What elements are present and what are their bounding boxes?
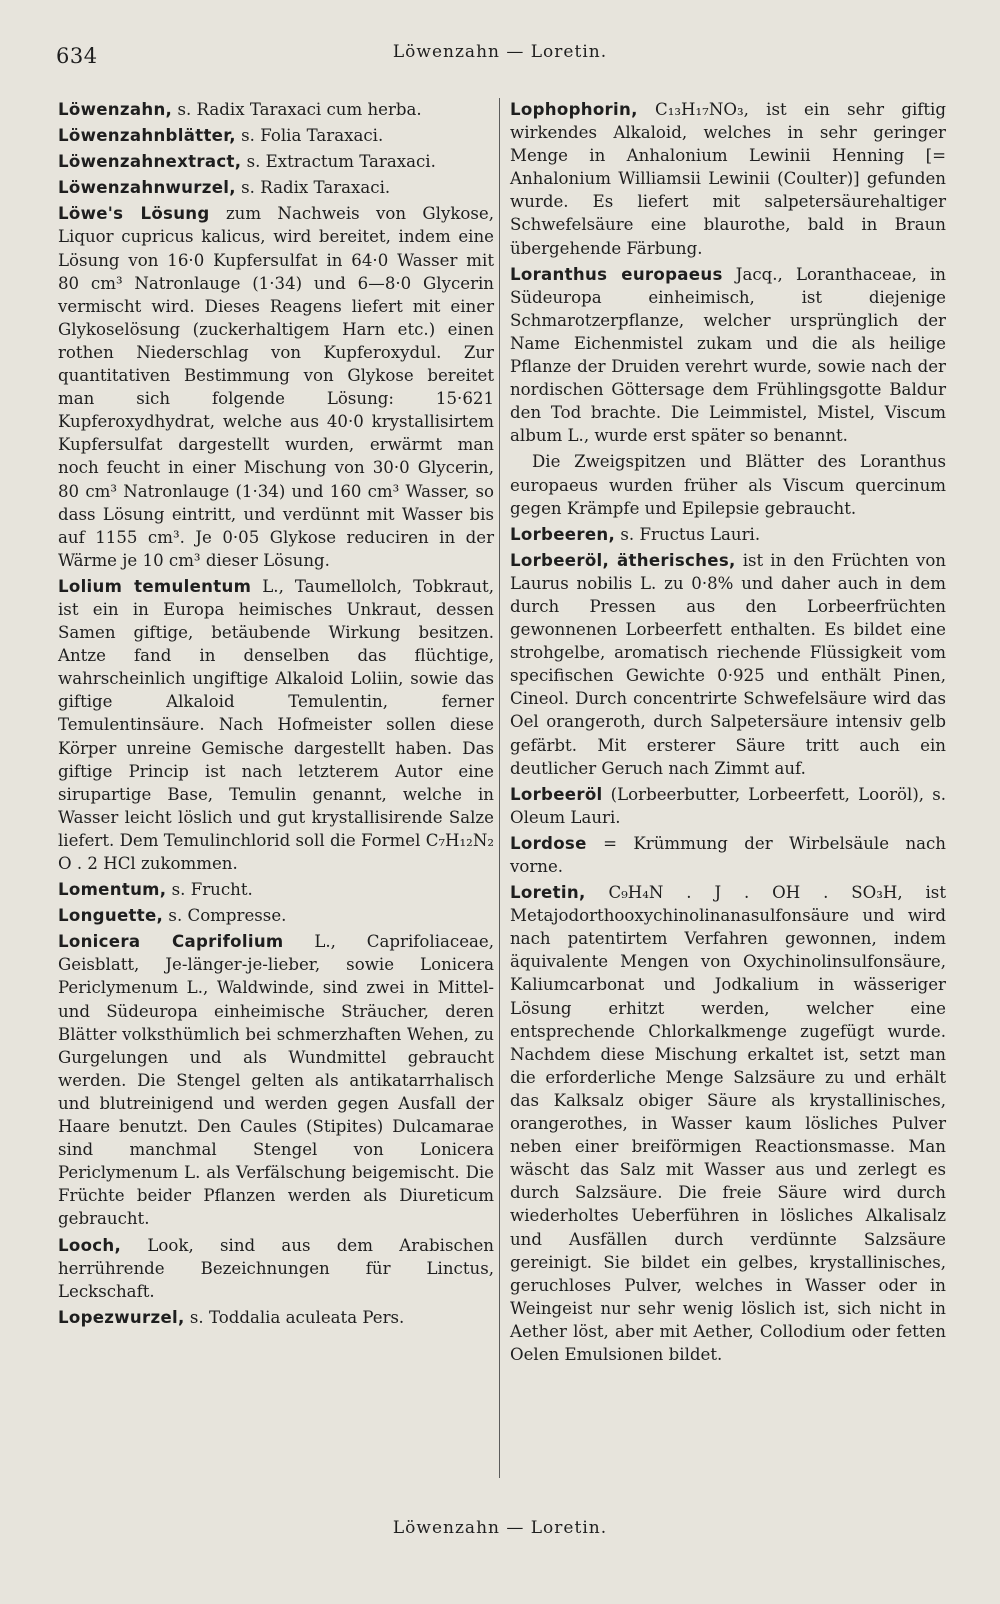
entry-text: (Lorbeerbutter, Lorbeerfett, Looröl), s. Oleum Lauri. — [510, 784, 946, 827]
entry-text: C₁₃H₁₇NO₃, ist ein sehr giftig wirkendes Alkaloid, welches in sehr geringer Menge in Anhalonium Lewinii Henning [= Anhalonium Williamsii Lewinii (Coulter)] gefunden wurde. Es liefert mit salpetersäurehaltiger Schwefelsäure eine blaurothe, bald in Braun übergehende Färbung. — [510, 100, 946, 258]
entry-headword: Lomentum, — [58, 880, 167, 900]
entry-text: s. Radix Taraxaci cum herba. — [172, 100, 422, 119]
right-column — [510, 98, 946, 1369]
dictionary-entry — [510, 881, 946, 1366]
running-head: Löwenzahn — Loretin. — [392, 42, 608, 62]
dictionary-entry — [510, 450, 946, 519]
entry-text: s. Folia Taraxaci. — [235, 126, 384, 146]
entry-headword: Lopezwurzel, — [58, 1307, 185, 1327]
dictionary-entry — [510, 98, 946, 260]
left-column — [58, 98, 494, 1332]
entry-headword: Lorbeeröl — [510, 784, 603, 804]
dictionary-entry — [510, 549, 946, 780]
entry-headword: Lonicera Caprifolium — [58, 932, 284, 952]
running-foot: Löwenzahn — Loretin. — [392, 1518, 608, 1538]
entry-headword: Löwe's Lösung — [58, 204, 210, 224]
dictionary-entry — [58, 575, 494, 875]
entry-text: L., Taumellolch, Tobkraut, ist ein in Europa heimisches Unkraut, dessen Samen giftige, betäubende Wirkung besitzen. Antze fand in denselben das flüchtige, wahrscheinlich ungiftige Alkaloid Loliin, sowie das giftige Alkaloid Temulentin, ferner Temulentinsäure. Nach Hofmeister sollen diese Körper unreine Gemische dargestellt haben. Das giftige Princip ist nach letzterem Autor eine sirupartige Base, Temulin genannt, welche in Wasser leicht löslich und gut krystallisirende Salze liefert. Dem Temulinchlorid soll die Formel C₇H₁₂N₂ O . 2 HCl zukommen. — [58, 576, 494, 873]
entry-text: zum Nachweis von Glykose, Liquor cupricus kalicus, wird bereitet, indem eine Lösung von 16·0 Kupfersulfat in 64·0 Wasser mit 80 cm³ Natronlauge (1·34) und 6—8·0 Glycerin vermischt wird. Dieses Reagens liefert mit einer Glykoselösung (zuckerhaltigem Harn etc.) einen rothen Niederschlag von Kupferoxydul. Zur quantitativen Bestimmung von Glykose bereitet man sich folgende Lösung: 15·621 Kupferoxydhydrat, welche aus 40·0 krystallisirtem Kupfersulfat dargestellt wurden, erwärmt man noch feucht in einer Mischung von 30·0 Glycerin, 80 cm³ Natronlauge (1·34) und 160 cm³ Wasser, so dass Lösung eintritt, und verdünnt mit Wasser bis auf 1155 cm³. Je 0·05 Glykose reduciren in der Wärme je 10 cm³ dieser Lösung. — [58, 204, 494, 570]
column-divider — [499, 98, 500, 1478]
entry-text: s. Frucht. — [166, 880, 253, 900]
entry-headword: Lolium temulentum — [58, 576, 252, 596]
dictionary-entry — [58, 176, 494, 199]
entry-headword: Lophophorin, — [510, 100, 638, 119]
entry-text: L., Caprifoliaceae, Geisblatt, Je-länger-je-lieber, sowie Lonicera Periclymenum L., Waldwinde, sind zwei in Mittel- und Südeuropa einheimische Sträucher, deren Blätter volksthümlich bei schmerzhaften Wehen, zu Gurgelungen und als Wundmittel gebraucht werden. Die Stengel gelten als antikatarrhalisch und blutreinigend und werden gegen Ausfall der Haare benutzt. Den Caules (Stipites) Dulcamarae sind manchmal Stengel von Lonicera Periclymenum L. als Verfälschung beigemischt. Die Früchte beider Pflanzen werden als Diureticum gebraucht. — [58, 932, 494, 1229]
entry-text: Die Zweigspitzen und Blätter des Loranthus europaeus wurden früher als Viscum quercinum gegen Krämpfe und Epilepsie gebraucht. — [510, 452, 946, 518]
dictionary-entry — [58, 1306, 494, 1329]
dictionary-entry — [58, 202, 494, 572]
dictionary-entry — [58, 904, 494, 927]
dictionary-entry — [58, 930, 494, 1230]
entry-text: s. Fructus Lauri. — [615, 524, 761, 544]
entry-text: s. Extractum Taraxaci. — [241, 152, 436, 172]
dictionary-entry — [510, 832, 946, 878]
dictionary-entry — [510, 523, 946, 546]
entry-text: s. Compresse. — [163, 906, 287, 926]
entry-text: C₉H₄N . J . OH . SO₃H, ist Metajodorthooxychinolinanasulfonsäure und wird nach patentirtem Verfahren gewonnen, indem äquivalente Mengen von Oxychinolinsulfonsäure, Kaliumcarbonat und Jodkalium in wässeriger Lösung erhitzt werden, welcher eine entsprechende Chlorkalkmenge zugefügt wurde. Nachdem diese Mischung erkaltet ist, setzt man die erforderliche Menge Salzsäure zu und erhält das Kalksalz obiger Säure als krystallinisches, orangerothes, in Wasser kaum lösliches Pulver neben einer breiförmigen Reactionsmasse. Man wäscht das Salz mit Wasser aus und zerlegt es durch Salzsäure. Die freie Säure wird durch wiederholtes Ueberführen in lösliches Alkalisalz und Ausfällen durch verdünnte Salzsäure gereinigt. Sie bildet ein gelbes, krystallinisches, geruchloses Pulver, welches in Wasser oder in Weingeist nur sehr wenig löslich ist, sich nicht in Aether löst, aber mit Aether, Collodium oder fetten Oelen Emulsionen bildet. — [510, 883, 946, 1364]
entry-text: Look, sind aus dem Arabischen herrührende Bezeichnungen für Linctus, Leckschaft. — [58, 1235, 494, 1301]
dictionary-entry — [58, 150, 494, 173]
entry-text: ist in den Früchten von Laurus nobilis L. zu 0·8% und daher auch in dem durch Pressen aus den Lorbeerfrüchten gewonnenen Lorbeerfett enthalten. Es bildet eine strohgelbe, aromatisch riechende Flüssigkeit vom specifischen Gewichte 0·925 und enthält Pinen, Cineol. Durch concentrirte Schwefelsäure wird das Oel orangeroth, durch Salpetersäure intensiv gelb gefärbt. Mit ersterer Säure tritt auch ein deutlicher Geruch nach Zimmt auf. — [510, 550, 946, 778]
entry-headword: Lordose — [510, 833, 587, 853]
entry-text: s. Radix Taraxaci. — [235, 178, 391, 198]
entry-headword: Löwenzahnblätter, — [58, 126, 236, 146]
page-number: 634 — [56, 44, 98, 68]
dictionary-entry — [58, 878, 494, 901]
dictionary-entry — [58, 124, 494, 147]
entry-headword: Loretin, — [510, 883, 586, 903]
dictionary-entry — [510, 263, 946, 448]
dictionary-entry — [58, 1234, 494, 1303]
entry-text: s. Toddalia aculeata Pers. — [184, 1307, 405, 1327]
entry-headword: Looch, — [58, 1235, 122, 1255]
entry-headword: Löwenzahnextract, — [58, 152, 242, 172]
entry-headword: Löwenzahnwurzel, — [58, 178, 236, 198]
entry-headword: Lorbeeren, — [510, 524, 616, 544]
entry-text: = Krümmung der Wirbelsäule nach vorne. — [510, 833, 946, 876]
entry-headword: Löwenzahn, — [58, 100, 173, 119]
entry-headword: Longuette, — [58, 906, 164, 926]
entry-headword: Lorbeeröl, ätherisches, — [510, 550, 736, 570]
dictionary-entry — [510, 783, 946, 829]
dictionary-entry — [58, 98, 494, 121]
entry-headword: Loranthus europaeus — [510, 264, 723, 284]
entry-text: Jacq., Loranthaceae, in Südeuropa einheimisch, ist diejenige Schmarotzerpflanze, welcher ursprünglich der Name Eichenmistel zukam und die als heilige Pflanze der Druiden verehrt wurde, sowie nach der nordischen Göttersage dem Frühlingsgotte Baldur den Tod brachte. Die Leimmistel, Mistel, Viscum album L., wurde erst später so benannt. — [510, 264, 946, 446]
